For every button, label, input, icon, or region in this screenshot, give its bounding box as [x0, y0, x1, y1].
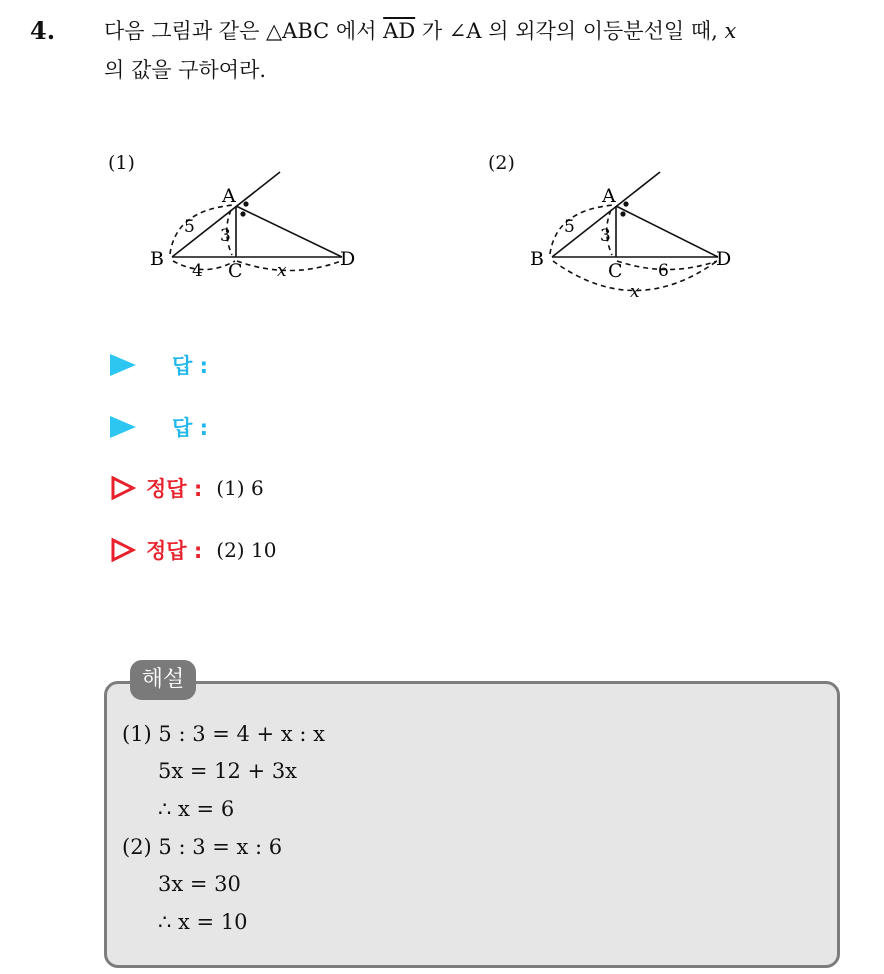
outline-triangle-icon [110, 475, 136, 501]
fig2-angle-dot-2 [620, 211, 625, 216]
solution-line-2: 5x = 12 + 3x [158, 759, 298, 783]
figure-2 [520, 170, 760, 300]
play-marker-icon [110, 354, 136, 376]
solution-line-1: (1) 5 : 3 = 4 + x : x [122, 722, 325, 746]
fig1-point-b: B [150, 248, 164, 270]
fig1-label-ab: 5 [184, 217, 195, 237]
play-marker-icon [110, 416, 136, 438]
fig2-label-ab: 5 [564, 217, 575, 237]
fig2-angle-dot-1 [623, 201, 628, 206]
question-line-2: 의 값을 구하여라. [104, 58, 267, 82]
question-number: 4. [30, 16, 56, 45]
solution-line-4: (2) 5 : 3 = x : 6 [122, 835, 283, 859]
question-variable: x [724, 19, 737, 43]
question-line-1 [104, 17, 736, 45]
figure-2-label: (2) [488, 152, 515, 174]
figure-1-label: (1) [108, 152, 135, 174]
correct-answer-value: (1) 6 [216, 476, 264, 500]
fig1-label-bc: 4 [192, 261, 203, 281]
solution-line-6: ∴ x = 10 [158, 910, 248, 934]
fig2-point-d: D [716, 248, 732, 270]
outline-triangle-icon [110, 537, 136, 563]
fig1-point-a: A [222, 185, 236, 207]
fig1-angle-dot-1 [243, 201, 248, 206]
correct-answer-row-1 [110, 471, 264, 505]
fig2-point-b: B [530, 248, 544, 270]
fig1-line-ad [236, 206, 342, 257]
fig1-arc-cd [237, 261, 341, 271]
solution-line-3: ∴ x = 6 [158, 797, 235, 821]
solution-line-5: 3x = 30 [158, 872, 241, 896]
fig2-label-ac: 3 [600, 226, 611, 246]
answer-row-1 [110, 348, 208, 382]
figure-1 [140, 170, 380, 300]
correct-answer-value: (2) 10 [216, 538, 277, 562]
question-text-mid: 가 ∠A 의 외각의 이등분선일 때, [415, 19, 725, 43]
solution-tab: 해설 [130, 660, 196, 700]
fig2-label-bd: x [630, 282, 640, 302]
fig1-point-d: D [340, 248, 356, 270]
fig2-line-ad [616, 206, 718, 257]
fig2-point-a: A [602, 185, 616, 207]
correct-answer-label: 정답 : [146, 477, 203, 501]
fig1-angle-dot-2 [240, 211, 245, 216]
answer-label: 답 : [172, 354, 208, 378]
question-text-pre: 다음 그림과 같은 △ABC 에서 [104, 19, 384, 43]
fig2-label-cd: 6 [658, 261, 669, 281]
correct-answer-row-2 [110, 533, 276, 567]
correct-answer-label: 정답 : [146, 539, 203, 563]
segment-ad: $\overline{AD}$ [383, 19, 416, 43]
fig2-point-c: C [608, 260, 623, 282]
fig1-label-ac: 3 [220, 226, 231, 246]
answer-label: 답 : [172, 416, 208, 440]
fig1-arc-bc [173, 261, 235, 270]
fig1-label-cd: x [277, 261, 287, 281]
answer-row-2 [110, 410, 208, 444]
fig1-point-c: C [228, 260, 243, 282]
